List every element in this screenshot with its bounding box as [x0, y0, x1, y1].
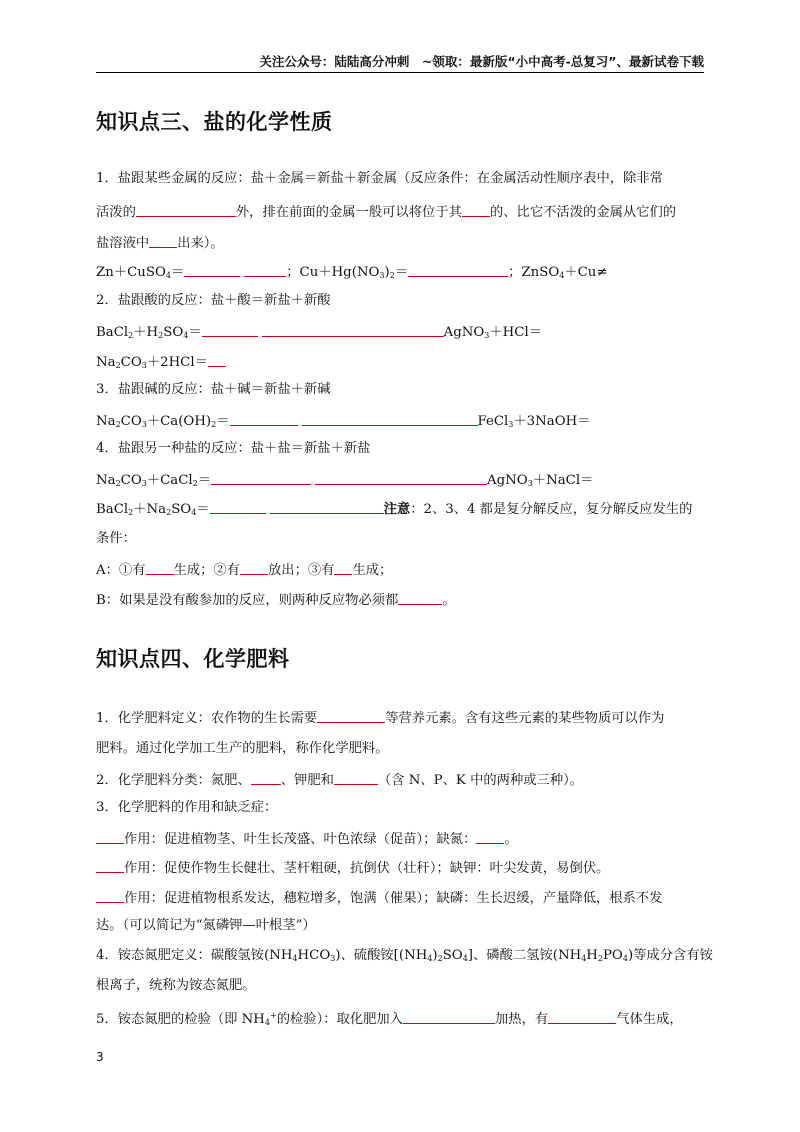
text-line: B：如果是没有酸参加的反应，则两种反应物必须都 。	[96, 590, 456, 610]
section-heading-4: 知识点四、化学肥料	[96, 647, 290, 671]
equation-line: $BaCl_2+Na_2SO_4=$ 注意：2、3、4 都是复分解反应，复分解反应发生的	[96, 499, 692, 522]
text-line: 达。（可以简记为“氮磷钾—叶根茎”）	[96, 918, 316, 933]
text-line: 作用：促进植物茎、叶生长茂盛、叶色浓绿（促苗）；缺氮： 。	[96, 829, 518, 849]
text-line: 作用：促使作物生长健壮、茎杆粗硬，抗倒伏（壮秆）；缺钾：叶尖发黄，易倒伏。	[96, 858, 609, 878]
fill-blank[interactable]	[462, 202, 490, 217]
fill-blank[interactable]	[408, 262, 508, 277]
page-header: 关注公众号：陆陆高分冲刺 ~领取：最新版“小中高考-总复习”、最新试卷下载	[96, 54, 704, 73]
fill-blank[interactable]	[202, 322, 258, 337]
text-line: 2．化学肥料分类：氮肥、 、钾肥和 （含 N、P、K 中的两种或三种）。	[96, 770, 583, 790]
fill-blank[interactable]	[211, 470, 311, 485]
fill-blank[interactable]	[96, 829, 124, 844]
text-line: 1．化学肥料定义：农作物的生长需要 等营养元素。含有这些元素的某些物质可以作为	[96, 708, 664, 728]
text-line: 2．盐跟酸的反应：盐＋酸＝新盐＋新酸	[96, 293, 331, 308]
text-line: 肥料。通过化学加工生产的肥料，称作化学肥料。	[96, 741, 389, 756]
section-heading-3: 知识点三、盐的化学性质	[96, 110, 333, 134]
fill-blank[interactable]	[476, 829, 504, 844]
fill-blank[interactable]	[398, 590, 442, 605]
fill-blank[interactable]	[334, 560, 352, 575]
text-line: 盐溶液中 出来）。	[96, 233, 224, 253]
fill-blank[interactable]	[334, 770, 378, 785]
text-line: 4．铵态氮肥定义：碳酸氢铵$(NH_4HCO_3)$、硫酸铵$[(NH_4)_2SO_4]$、磷酸二氢铵$(NH_4H_2PO_4)$等成分含有铵	[96, 948, 713, 963]
fill-blank[interactable]	[315, 470, 487, 485]
equation-line: $Na_2CO_3+Ca(OH)_2=$ FeCl$_3$＋3NaOH＝	[96, 411, 591, 434]
equation-line: $Na_2CO_3+2HCl=$	[96, 352, 226, 375]
fill-blank[interactable]	[96, 888, 124, 903]
text-line: A：①有 生成；②有 放出；③有 生成；	[96, 560, 392, 580]
text-line: 4．盐跟另一种盐的反应：盐＋盐＝新盐＋新盐	[96, 441, 371, 456]
text-line: 条件：	[96, 531, 136, 546]
fill-blank[interactable]	[270, 499, 384, 514]
fill-blank[interactable]	[96, 858, 124, 873]
fill-blank[interactable]	[251, 770, 281, 785]
fill-blank[interactable]	[210, 499, 266, 514]
fill-blank[interactable]	[136, 202, 236, 217]
equation-line: Zn＋CuSO$_4$＝ ；$Cu+Hg(NO_3)_2=$ ；ZnSO$_4$＋Cu≠	[96, 262, 608, 285]
note-label: 注意	[383, 502, 411, 517]
text-line: 1．盐跟某些金属的反应：盐＋金属＝新盐＋新金属（反应条件：在金属活动性顺序表中，除非常	[96, 171, 663, 186]
text-line: 5．铵态氮肥的检验（即 $NH_4^+$的检验）：取化肥加入 加热，有 气体生成，	[96, 1011, 683, 1027]
fill-blank[interactable]	[146, 560, 174, 575]
text-line: 3．盐跟碱的反应：盐＋碱＝新盐＋新碱	[96, 382, 331, 397]
equation-line: $Na_2CO_3+CaCl_2=$ AgNO$_3$＋NaCl＝	[96, 470, 593, 493]
fill-blank[interactable]	[149, 233, 177, 248]
page-number: 3	[96, 1050, 104, 1064]
fill-blank[interactable]	[548, 1009, 616, 1024]
fill-blank[interactable]	[240, 560, 268, 575]
text-line: 作用：促进植物根系发达，穗粒增多，饱满（催果）；缺磷：生长迟缓，产量降低，根系不发	[96, 888, 663, 908]
text-line: 活泼的 外，排在前面的金属一般可以将位于其 的、比它不活泼的金属从它们的	[96, 202, 676, 222]
fill-blank[interactable]	[230, 411, 298, 426]
fill-blank[interactable]	[317, 708, 385, 723]
fill-blank[interactable]	[208, 352, 226, 367]
fill-blank[interactable]	[184, 262, 240, 277]
text-line: 3．化学肥料的作用和缺乏症：	[96, 800, 278, 815]
fill-blank[interactable]	[403, 1009, 495, 1024]
text-line: 根离子，统称为铵态氮肥。	[96, 978, 256, 993]
fill-blank[interactable]	[302, 411, 478, 426]
fill-blank[interactable]	[262, 322, 444, 337]
fill-blank[interactable]	[244, 262, 286, 277]
equation-line: $BaCl_2+H_2SO_4=$ AgNO$_3$＋HCl＝	[96, 322, 542, 345]
